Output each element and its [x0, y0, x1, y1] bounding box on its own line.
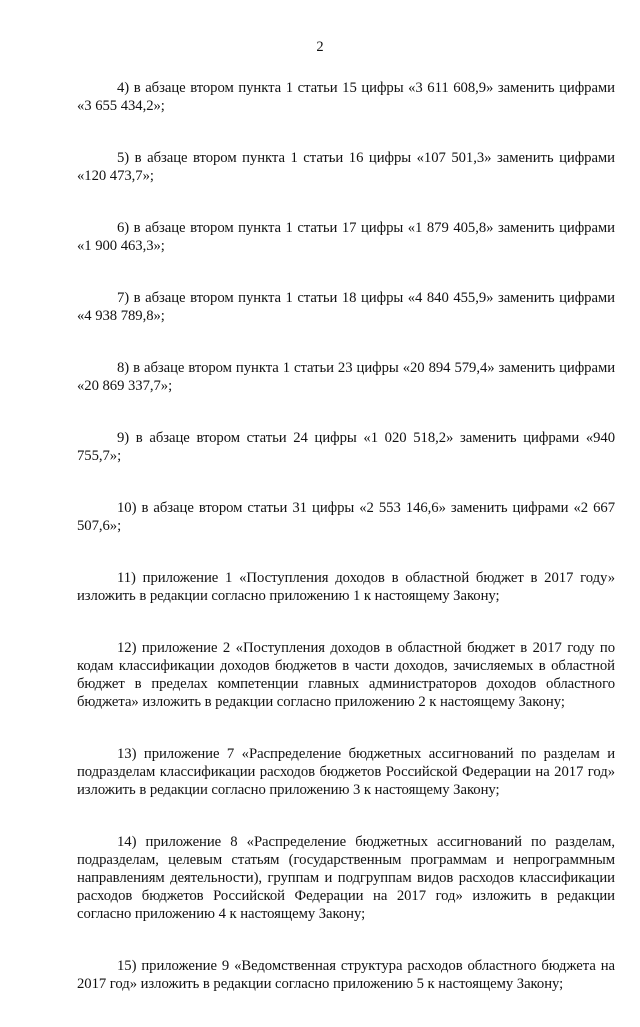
- paragraph-item-12: 12) приложение 2 «Поступления доходов в областной бюджет в 2017 году по кодам классификации доходов бюджетов в части доходов, зачисляемых в областной бюджет в пределах компетенции главных администраторов доходов областного бюджета» изложить в редакции согласно приложению 2 к настоящему Закону;: [77, 640, 615, 710]
- paragraph-item-8: 8) в абзаце втором пункта 1 статьи 23 цифры «20 894 579,4» заменить цифрами «20 869 337,7»;: [77, 360, 615, 394]
- document-body: [77, 79, 615, 1027]
- paragraph-item-9: 9) в абзаце втором статьи 24 цифры «1 020 518,2» заменить цифрами «940 755,7»;: [77, 430, 615, 464]
- paragraph-item-4: 4) в абзаце втором пункта 1 статьи 15 цифры «3 611 608,9» заменить цифрами «3 655 434,2»;: [77, 80, 615, 114]
- paragraph-item-14: 14) приложение 8 «Распределение бюджетных ассигнований по разделам, подразделам, целевым статьям (государственным программам и непрограммным направлениям деятельности), группам и подгруппам видов расходов классификации расходов бюджетов Российской Федерации на 2017 год» изложить в редакции согласно приложению 4 к настоящему Закону;: [77, 834, 615, 922]
- paragraph-item-11: 11) приложение 1 «Поступления доходов в областной бюджет в 2017 году» изложить в редакции согласно приложению 1 к настоящему Закону;: [77, 570, 615, 604]
- paragraph-item-7: 7) в абзаце втором пункта 1 статьи 18 цифры «4 840 455,9» заменить цифрами «4 938 789,8»;: [77, 290, 615, 324]
- paragraph-item-10: 10) в абзаце втором статьи 31 цифры «2 553 146,6» заменить цифрами «2 667 507,6»;: [77, 500, 615, 534]
- page-number: 2: [316, 39, 324, 55]
- paragraph-item-13: 13) приложение 7 «Распределение бюджетных ассигнований по разделам и подразделам классификации расходов бюджетов Российской Федерации на 2017 год» изложить в редакции согласно приложению 3 к настоящему Закону;: [77, 746, 615, 798]
- paragraph-item-5: 5) в абзаце втором пункта 1 статьи 16 цифры «107 501,3» заменить цифрами «120 473,7»;: [77, 150, 615, 184]
- paragraph-item-15: 15) приложение 9 «Ведомственная структура расходов областного бюджета на 2017 год» изложить в редакции согласно приложению 5 к настоящему Закону;: [77, 958, 615, 992]
- paragraph-item-6: 6) в абзаце втором пункта 1 статьи 17 цифры «1 879 405,8» заменить цифрами «1 900 463,3»;: [77, 220, 615, 254]
